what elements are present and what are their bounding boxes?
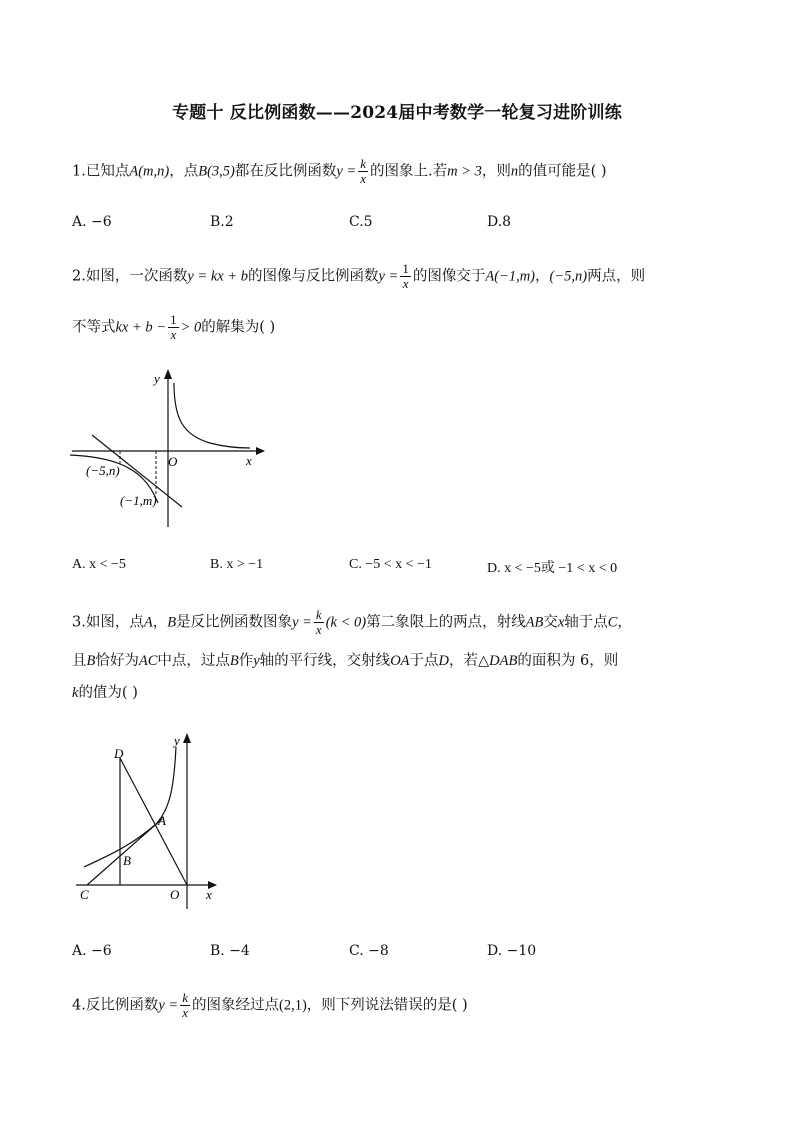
- option-c[interactable]: C. −8: [349, 943, 389, 959]
- page-title: 专题十 反比例函数——2024届中考数学一轮复习进阶训练: [172, 103, 622, 123]
- question-2-stem-line1: 2.如图，一次函数y = kx + b的图像与反比例函数y = $\frac{1}{x}$ 的图像交于A(−1,m)，(−5,n)两点，则: [72, 261, 646, 291]
- option-a[interactable]: A. −6: [72, 214, 112, 230]
- y-axis-label: y: [174, 733, 180, 748]
- fraction-k-over-x: $\frac{k}{x}$: [315, 607, 322, 637]
- origin-label: O: [168, 454, 178, 469]
- point-label-D: D: [114, 746, 124, 761]
- option-a[interactable]: A. x < −5: [72, 557, 126, 572]
- question-4-stem: 4.反比例函数y = $\frac{k}{x}$ 的图象经过点(2,1)，则下列说法错误的是( ): [72, 990, 468, 1020]
- option-c[interactable]: C. −5 < x < −1: [349, 557, 432, 572]
- fraction-k-over-x: $\frac{k}{x}$: [360, 156, 366, 186]
- point-label-O: O: [170, 887, 180, 902]
- y-axis-arrow: [183, 733, 191, 743]
- question-3-stem-line1: 3.如图，点A，B是反比例函数图象y = $\frac{k}{x}$ (k < 0)第二象限上的两点，射线AB交x轴于点C，: [72, 607, 632, 637]
- option-b[interactable]: B.2: [210, 214, 234, 230]
- option-a[interactable]: A. −6: [72, 943, 112, 959]
- option-d[interactable]: D.8: [487, 214, 512, 230]
- option-d[interactable]: D. −10: [487, 943, 537, 959]
- question-2-stem-line2: 不等式kx + b − $\frac{1}{x}$ > 0的解集为( ): [72, 312, 276, 342]
- question-2-figure: [70, 365, 270, 530]
- hyperbola-branch-q1: [174, 383, 250, 448]
- question-3-stem-line3: k的值为( ): [72, 685, 138, 701]
- y-axis-label: y: [154, 371, 160, 386]
- option-c[interactable]: C.5: [349, 214, 373, 230]
- x-axis-arrow: [256, 447, 265, 455]
- x-axis-label: x: [246, 453, 252, 468]
- ray-CA: [87, 819, 162, 885]
- point-label-minus1-m: (−1,m): [120, 493, 157, 508]
- point-label-minus5-n: (−5,n): [86, 463, 120, 478]
- x-axis-label: x: [206, 887, 212, 902]
- fraction-1-over-x: $\frac{1}{x}$: [170, 312, 177, 342]
- option-d[interactable]: D. x < −5或 −1 < x < 0: [487, 561, 618, 576]
- point-label-B: B: [123, 853, 131, 868]
- question-3-stem-line2: 且B恰好为AC中点，过点B作y轴的平行线，交射线OA于点D，若△DAB的面积为 6，则: [72, 653, 619, 669]
- hyperbola-branch-q2: [84, 747, 176, 867]
- y-axis-arrow: [164, 369, 172, 379]
- question-1-stem: 1.已知点A(m,n)，点B(3,5)都在反比例函数y = $\frac{k}{x}$ 的图象上.若m > 3，则n的值可能是( ): [72, 156, 607, 186]
- question-3-figure: [70, 727, 230, 912]
- point-label-C: C: [80, 887, 89, 902]
- option-b[interactable]: B. x > −1: [210, 557, 264, 572]
- point-label-A: A: [158, 813, 166, 828]
- fraction-1-over-x: $\frac{1}{x}$: [402, 261, 409, 291]
- option-b[interactable]: B. −4: [210, 943, 250, 959]
- fraction-k-over-x: $\frac{k}{x}$: [182, 990, 188, 1020]
